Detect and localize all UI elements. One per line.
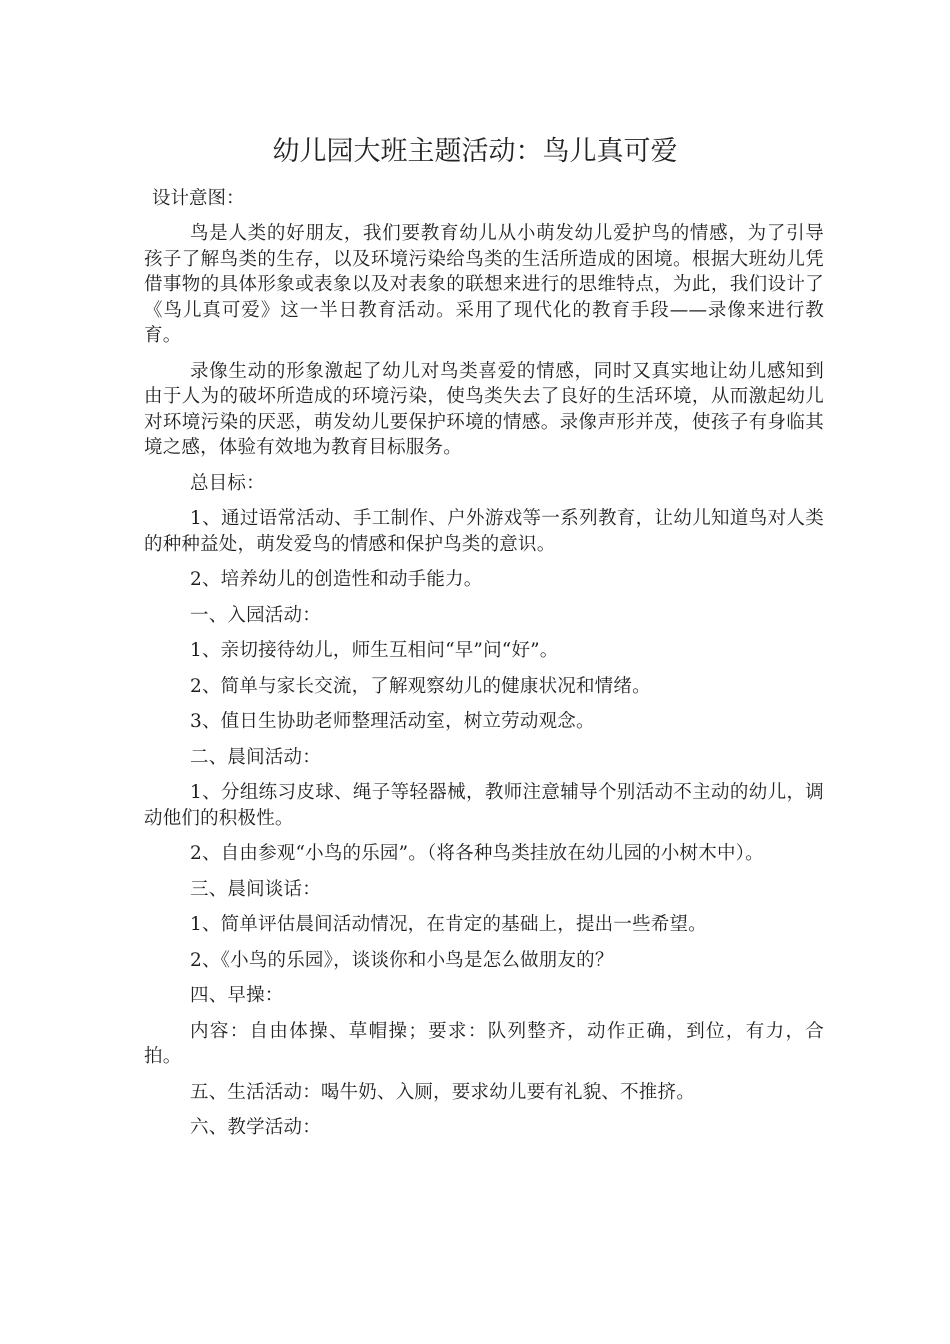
section-heading: 六、教学活动：	[190, 1117, 321, 1138]
paragraph: 录像生动的形象激起了幼儿对鸟类喜爱的情感，同时又真实地让幼儿感知到由于人为的破坏所造成的环境污染，使鸟类失去了良好的生活环境，从而激起幼儿对环境污染的厌恶，萌发幼儿要保护环境的情感。录像声形并茂，使孩子有身临其境之感，体验有效地为教育目标服务。	[144, 360, 824, 458]
paragraph: 1、简单评估晨间活动情况，在肯定的基础上，提出一些希望。	[190, 914, 707, 935]
design-intent-label: 设计意图：	[152, 188, 245, 209]
paragraph: 2、自由参观“小鸟的乐园”。（将各种鸟类挂放在幼儿园的小树木中）。	[190, 843, 764, 864]
paragraph: 内容：自由体操、草帽操；要求：队列整齐，动作正确，到位，有力，合拍。	[144, 1020, 824, 1067]
paragraph: 2、简单与家长交流，了解观察幼儿的健康状况和情绪。	[190, 675, 651, 697]
paragraph: 鸟是人类的好朋友，我们要教育幼儿从小萌发幼儿爱护鸟的情感，为了引导孩子了解鸟类的生存，以及环境污染给鸟类的生活所造成的困境。根据大班幼儿凭借事物的具体形象或表象以及对表象的联想来进行的思维特点，为此，我们设计了《鸟儿真可爱》这一半日教育活动。采用了现代化的教育手段——录像来进行教育。	[144, 223, 824, 346]
paragraph: 2、培养幼儿的创造性和动手能力。	[190, 569, 483, 590]
paragraph: 1、亲切接待幼儿，师生互相问“早”问“好”。	[190, 640, 559, 661]
section-heading: 三、晨间谈话：	[190, 878, 321, 900]
paragraph: 1、通过语常活动、手工制作、户外游戏等一系列教育，让幼儿知道鸟对人类的种种益处，萌发爱鸟的情感和保护鸟类的意识。	[144, 508, 824, 555]
section-heading: 总目标：	[190, 472, 265, 494]
paragraph: 五、生活活动：喝牛奶、入厕，要求幼儿要有礼貌、不推挤。	[190, 1081, 695, 1103]
paragraph: 3、值日生协助老师整理活动室，树立劳动观念。	[190, 711, 595, 732]
section-heading: 一、入园活动：	[190, 604, 321, 626]
document-title: 幼儿园大班主题活动：鸟儿真可爱	[272, 136, 678, 167]
section-heading: 四、早操：	[190, 985, 284, 1006]
document-body	[144, 221, 824, 1151]
section-heading: 二、晨间活动：	[190, 746, 321, 768]
paragraph: 2、《小鸟的乐园》，谈谈你和小鸟是怎么做朋友的？	[190, 949, 614, 971]
paragraph: 1、分组练习皮球、绳子等轻器械，教师注意辅导个别活动不主动的幼儿，调动他们的积极性。	[144, 782, 824, 829]
